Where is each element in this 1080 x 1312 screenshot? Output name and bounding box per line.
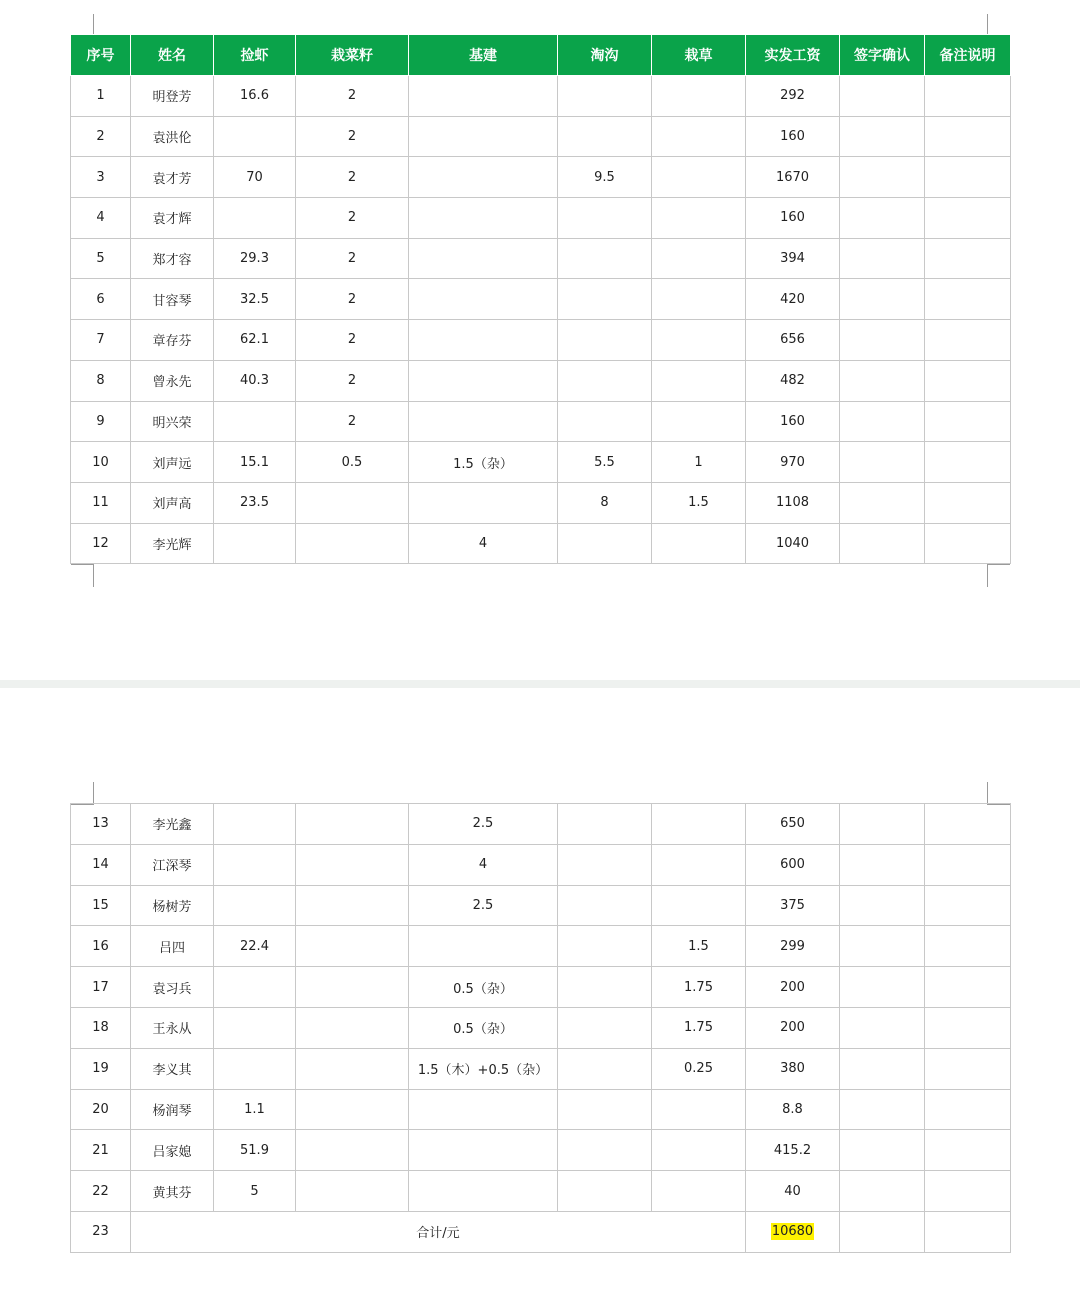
table-cell[interactable]: 8: [71, 360, 131, 401]
table-cell[interactable]: [214, 844, 296, 885]
table-cell[interactable]: [558, 885, 652, 926]
document-page-2: [0, 688, 1080, 1312]
table-cell[interactable]: 1.5（木）+0.5（杂）: [409, 1048, 558, 1089]
table-cell[interactable]: 394: [746, 238, 840, 279]
table-cell[interactable]: [409, 926, 558, 967]
table-cell[interactable]: [925, 1130, 1011, 1171]
table-cell[interactable]: 16: [71, 926, 131, 967]
page-corner-mark: [987, 782, 1010, 805]
table-row: [71, 279, 1011, 320]
table-cell[interactable]: [558, 401, 652, 442]
table-cell[interactable]: 2: [296, 401, 409, 442]
table-cell[interactable]: [409, 279, 558, 320]
table-cell[interactable]: 13: [71, 804, 131, 845]
table-cell[interactable]: [925, 804, 1011, 845]
table-cell[interactable]: 0.25: [652, 1048, 746, 1089]
table-cell[interactable]: [652, 157, 746, 198]
table-row: [71, 885, 1011, 926]
table-cell[interactable]: 0.5: [296, 442, 409, 483]
table-cell[interactable]: [925, 523, 1011, 564]
table-cell[interactable]: 32.5: [214, 279, 296, 320]
table-cell[interactable]: 2: [296, 279, 409, 320]
table-cell[interactable]: 1.5: [652, 482, 746, 523]
table-cell[interactable]: [558, 1007, 652, 1048]
table-cell[interactable]: 江深琴: [131, 844, 214, 885]
table-cell[interactable]: 吕家媳: [131, 1130, 214, 1171]
table-cell[interactable]: [558, 926, 652, 967]
table-cell[interactable]: [409, 76, 558, 117]
table-cell[interactable]: [296, 885, 409, 926]
table-cell[interactable]: [409, 1130, 558, 1171]
table-cell[interactable]: 2: [296, 238, 409, 279]
table-cell[interactable]: 2: [296, 76, 409, 117]
table-cell[interactable]: 1.1: [214, 1089, 296, 1130]
table-cell[interactable]: [840, 279, 925, 320]
table-cell[interactable]: 5: [71, 238, 131, 279]
table-cell[interactable]: 2: [296, 360, 409, 401]
table-cell[interactable]: [214, 885, 296, 926]
table-cell[interactable]: 8: [558, 482, 652, 523]
table-cell[interactable]: 1040: [746, 523, 840, 564]
table-cell[interactable]: [840, 320, 925, 361]
table-cell[interactable]: 2: [71, 116, 131, 157]
table-cell[interactable]: 19: [71, 1048, 131, 1089]
table-row: [71, 157, 1011, 198]
page-corner-mark: [71, 564, 94, 587]
table-cell[interactable]: [214, 967, 296, 1008]
table-cell[interactable]: 4: [409, 844, 558, 885]
table-cell[interactable]: 16.6: [214, 76, 296, 117]
table-cell[interactable]: [925, 442, 1011, 483]
table-cell[interactable]: [296, 1089, 409, 1130]
table-cell[interactable]: [558, 360, 652, 401]
table-cell[interactable]: [652, 885, 746, 926]
table-cell[interactable]: 刘声远: [131, 442, 214, 483]
column-header[interactable]: 姓名: [131, 35, 214, 76]
table-cell[interactable]: 袁习兵: [131, 967, 214, 1008]
table-cell[interactable]: [409, 116, 558, 157]
table-cell[interactable]: [840, 1130, 925, 1171]
table-cell[interactable]: [558, 238, 652, 279]
table-cell[interactable]: [840, 482, 925, 523]
table-cell[interactable]: [925, 116, 1011, 157]
table-cell[interactable]: [925, 76, 1011, 117]
table-cell[interactable]: 40.3: [214, 360, 296, 401]
table-cell[interactable]: 21: [71, 1130, 131, 1171]
table-cell[interactable]: 2: [296, 320, 409, 361]
table-cell[interactable]: 3: [71, 157, 131, 198]
table-cell[interactable]: 2.5: [409, 885, 558, 926]
table-row: [71, 804, 1011, 845]
table-cell[interactable]: [214, 1048, 296, 1089]
table-cell[interactable]: 甘容琴: [131, 279, 214, 320]
table-cell[interactable]: [840, 442, 925, 483]
column-header[interactable]: 捡虾: [214, 35, 296, 76]
table-cell[interactable]: 970: [746, 442, 840, 483]
table-cell[interactable]: [214, 198, 296, 239]
table-cell[interactable]: 明兴荣: [131, 401, 214, 442]
table-cell[interactable]: [840, 157, 925, 198]
table-cell[interactable]: [558, 76, 652, 117]
table-cell[interactable]: [214, 116, 296, 157]
table-cell[interactable]: [925, 1048, 1011, 1089]
table-cell[interactable]: [925, 279, 1011, 320]
table-cell[interactable]: [925, 360, 1011, 401]
table-cell[interactable]: 380: [746, 1048, 840, 1089]
table-cell[interactable]: [558, 279, 652, 320]
table-cell[interactable]: [296, 1130, 409, 1171]
table-cell[interactable]: [558, 116, 652, 157]
table-cell[interactable]: [840, 116, 925, 157]
table-cell[interactable]: 12: [71, 523, 131, 564]
table-cell[interactable]: 明登芳: [131, 76, 214, 117]
table-cell[interactable]: [925, 157, 1011, 198]
table-header-row: [71, 35, 1011, 76]
total-label[interactable]: 合计/元: [131, 1211, 746, 1252]
table-cell[interactable]: 20: [71, 1089, 131, 1130]
table-cell[interactable]: 160: [746, 116, 840, 157]
table-cell[interactable]: 6: [71, 279, 131, 320]
table-cell[interactable]: 李义其: [131, 1048, 214, 1089]
table-cell[interactable]: 4: [409, 523, 558, 564]
table-cell[interactable]: [840, 401, 925, 442]
table-cell[interactable]: [296, 844, 409, 885]
table-cell[interactable]: 袁才辉: [131, 198, 214, 239]
table-cell[interactable]: [652, 238, 746, 279]
table-cell[interactable]: 160: [746, 401, 840, 442]
total-index[interactable]: 23: [71, 1211, 131, 1252]
table-cell[interactable]: 10: [71, 442, 131, 483]
table-row: [71, 76, 1011, 117]
table-row: [71, 116, 1011, 157]
table-cell[interactable]: [840, 1048, 925, 1089]
column-header[interactable]: 签字确认: [840, 35, 925, 76]
table-row: [71, 401, 1011, 442]
table-cell[interactable]: [925, 1171, 1011, 1212]
table-cell[interactable]: 160: [746, 198, 840, 239]
table-cell[interactable]: [652, 360, 746, 401]
table-cell[interactable]: [558, 198, 652, 239]
table-cell[interactable]: 刘声高: [131, 482, 214, 523]
table-cell[interactable]: 299: [746, 926, 840, 967]
table-cell[interactable]: 李光鑫: [131, 804, 214, 845]
table-cell[interactable]: 415.2: [746, 1130, 840, 1171]
page-corner-mark: [71, 782, 94, 805]
table-cell[interactable]: [296, 926, 409, 967]
table-cell[interactable]: 郑才容: [131, 238, 214, 279]
table-cell[interactable]: 8.8: [746, 1089, 840, 1130]
table-cell[interactable]: 2: [296, 116, 409, 157]
column-header[interactable]: 基建: [409, 35, 558, 76]
table-row: [71, 442, 1011, 483]
table-cell[interactable]: [558, 1048, 652, 1089]
table-cell[interactable]: [558, 967, 652, 1008]
table-cell[interactable]: 15.1: [214, 442, 296, 483]
table-cell[interactable]: [840, 844, 925, 885]
table-cell[interactable]: [925, 482, 1011, 523]
column-header[interactable]: 栽菜籽: [296, 35, 409, 76]
table-cell[interactable]: [409, 198, 558, 239]
table-cell[interactable]: 1.5（杂）: [409, 442, 558, 483]
table-cell[interactable]: 22: [71, 1171, 131, 1212]
table-cell[interactable]: 1.75: [652, 967, 746, 1008]
table-cell[interactable]: [652, 76, 746, 117]
table-cell[interactable]: 7: [71, 320, 131, 361]
table-cell[interactable]: [296, 967, 409, 1008]
table-cell[interactable]: 9.5: [558, 157, 652, 198]
table-cell[interactable]: [558, 844, 652, 885]
table-cell[interactable]: [214, 1007, 296, 1048]
table-cell[interactable]: [409, 320, 558, 361]
table-row: [71, 1089, 1011, 1130]
table-cell[interactable]: [409, 360, 558, 401]
table-cell[interactable]: [558, 320, 652, 361]
table-cell[interactable]: [840, 1007, 925, 1048]
table-cell[interactable]: 420: [746, 279, 840, 320]
table-cell[interactable]: 18: [71, 1007, 131, 1048]
table-cell[interactable]: 2: [296, 157, 409, 198]
table-cell[interactable]: 656: [746, 320, 840, 361]
table-cell[interactable]: [558, 1089, 652, 1130]
table-cell[interactable]: 0.5（杂）: [409, 967, 558, 1008]
table-cell[interactable]: [925, 238, 1011, 279]
table-cell[interactable]: [925, 967, 1011, 1008]
table-cell[interactable]: 袁洪伦: [131, 116, 214, 157]
table-cell[interactable]: [652, 1171, 746, 1212]
table-cell[interactable]: 292: [746, 76, 840, 117]
table-cell[interactable]: [652, 1130, 746, 1171]
table-cell[interactable]: 李光辉: [131, 523, 214, 564]
table-cell[interactable]: 2.5: [409, 804, 558, 845]
table-cell[interactable]: [925, 1211, 1011, 1252]
table-cell[interactable]: [840, 238, 925, 279]
table-cell[interactable]: 11: [71, 482, 131, 523]
table-cell[interactable]: 200: [746, 1007, 840, 1048]
table-cell[interactable]: 375: [746, 885, 840, 926]
table-cell[interactable]: 9: [71, 401, 131, 442]
table-cell[interactable]: 29.3: [214, 238, 296, 279]
table-row: [71, 360, 1011, 401]
table-cell[interactable]: [840, 967, 925, 1008]
table-cell[interactable]: [296, 482, 409, 523]
total-amount-cell[interactable]: [746, 1211, 840, 1252]
column-header[interactable]: 淘沟: [558, 35, 652, 76]
table-cell[interactable]: 600: [746, 844, 840, 885]
table-cell[interactable]: [652, 116, 746, 157]
wage-table-part-1: [70, 34, 1011, 564]
table-cell[interactable]: [925, 885, 1011, 926]
table-row: [71, 320, 1011, 361]
total-amount: 10680: [771, 1224, 814, 1240]
table-cell[interactable]: 1.5: [652, 926, 746, 967]
table-cell[interactable]: 1: [652, 442, 746, 483]
table-cell[interactable]: [840, 1171, 925, 1212]
column-header[interactable]: 实发工资: [746, 35, 840, 76]
table-cell[interactable]: [296, 1007, 409, 1048]
table-cell[interactable]: 14: [71, 844, 131, 885]
table-cell[interactable]: [558, 1171, 652, 1212]
table-cell[interactable]: [652, 523, 746, 564]
table-cell[interactable]: [409, 1089, 558, 1130]
table-row: [71, 523, 1011, 564]
table-row: [71, 198, 1011, 239]
table-cell[interactable]: 袁才芳: [131, 157, 214, 198]
table-cell[interactable]: 5.5: [558, 442, 652, 483]
table-cell[interactable]: [214, 401, 296, 442]
table-cell[interactable]: [409, 238, 558, 279]
table-cell[interactable]: [409, 482, 558, 523]
table-row: [71, 1048, 1011, 1089]
table-cell[interactable]: [925, 1089, 1011, 1130]
table-cell[interactable]: [214, 804, 296, 845]
table-cell[interactable]: 4: [71, 198, 131, 239]
table-cell[interactable]: 40: [746, 1171, 840, 1212]
table-cell[interactable]: [296, 1171, 409, 1212]
table-cell[interactable]: 杨树芳: [131, 885, 214, 926]
table-cell[interactable]: [840, 1211, 925, 1252]
table-cell[interactable]: [214, 523, 296, 564]
table-cell[interactable]: 200: [746, 967, 840, 1008]
table-cell[interactable]: [409, 157, 558, 198]
table-cell[interactable]: [652, 844, 746, 885]
table-cell[interactable]: [925, 320, 1011, 361]
table-cell[interactable]: 曾永先: [131, 360, 214, 401]
wage-table-part-2: [70, 803, 1011, 1253]
table-cell[interactable]: 70: [214, 157, 296, 198]
table-cell[interactable]: 0.5（杂）: [409, 1007, 558, 1048]
table-row: [71, 967, 1011, 1008]
table-cell[interactable]: [652, 279, 746, 320]
table-cell[interactable]: 章存芬: [131, 320, 214, 361]
table-cell[interactable]: [840, 804, 925, 845]
table-cell[interactable]: [840, 926, 925, 967]
table-cell[interactable]: 22.4: [214, 926, 296, 967]
table-cell[interactable]: [840, 76, 925, 117]
table-cell[interactable]: [840, 198, 925, 239]
table-row: [71, 1171, 1011, 1212]
table-cell[interactable]: 1.75: [652, 1007, 746, 1048]
table-cell[interactable]: 王永从: [131, 1007, 214, 1048]
table-cell[interactable]: [409, 401, 558, 442]
table-cell[interactable]: [840, 1089, 925, 1130]
page-corner-mark: [987, 564, 1010, 587]
table-cell[interactable]: [925, 844, 1011, 885]
table-cell[interactable]: 650: [746, 804, 840, 845]
table-cell[interactable]: 2: [296, 198, 409, 239]
table-row: [71, 926, 1011, 967]
table-cell[interactable]: [558, 804, 652, 845]
table-cell[interactable]: 1670: [746, 157, 840, 198]
table-row: [71, 1007, 1011, 1048]
table-cell[interactable]: 吕四: [131, 926, 214, 967]
table-cell[interactable]: 482: [746, 360, 840, 401]
total-row: [71, 1211, 1011, 1252]
table-cell[interactable]: [558, 523, 652, 564]
table-cell[interactable]: [925, 401, 1011, 442]
table-cell[interactable]: 黄其芬: [131, 1171, 214, 1212]
table-row: [71, 844, 1011, 885]
table-cell[interactable]: 杨润琴: [131, 1089, 214, 1130]
table-cell[interactable]: 5: [214, 1171, 296, 1212]
table-cell[interactable]: 23.5: [214, 482, 296, 523]
table-cell[interactable]: [840, 360, 925, 401]
column-header[interactable]: 栽草: [652, 35, 746, 76]
table-row: [71, 482, 1011, 523]
table-row: [71, 238, 1011, 279]
table-cell[interactable]: [925, 198, 1011, 239]
table-cell[interactable]: [925, 926, 1011, 967]
column-header[interactable]: 备注说明: [925, 35, 1011, 76]
table-cell[interactable]: [840, 885, 925, 926]
table-cell[interactable]: 17: [71, 967, 131, 1008]
column-header[interactable]: 序号: [71, 35, 131, 76]
table-cell[interactable]: [925, 1007, 1011, 1048]
table-cell[interactable]: [652, 198, 746, 239]
table-cell[interactable]: [409, 1171, 558, 1212]
table-cell[interactable]: [296, 523, 409, 564]
table-cell[interactable]: 15: [71, 885, 131, 926]
table-row: [71, 1130, 1011, 1171]
table-cell[interactable]: [840, 523, 925, 564]
table-cell[interactable]: [296, 804, 409, 845]
table-cell[interactable]: [652, 804, 746, 845]
table-cell[interactable]: [558, 1130, 652, 1171]
table-cell[interactable]: 1108: [746, 482, 840, 523]
page-separator: [0, 680, 1080, 688]
table-cell[interactable]: [652, 320, 746, 361]
table-cell[interactable]: 62.1: [214, 320, 296, 361]
table-cell[interactable]: [652, 1089, 746, 1130]
table-cell[interactable]: [652, 401, 746, 442]
table-cell[interactable]: [296, 1048, 409, 1089]
table-cell[interactable]: 1: [71, 76, 131, 117]
table-cell[interactable]: 51.9: [214, 1130, 296, 1171]
